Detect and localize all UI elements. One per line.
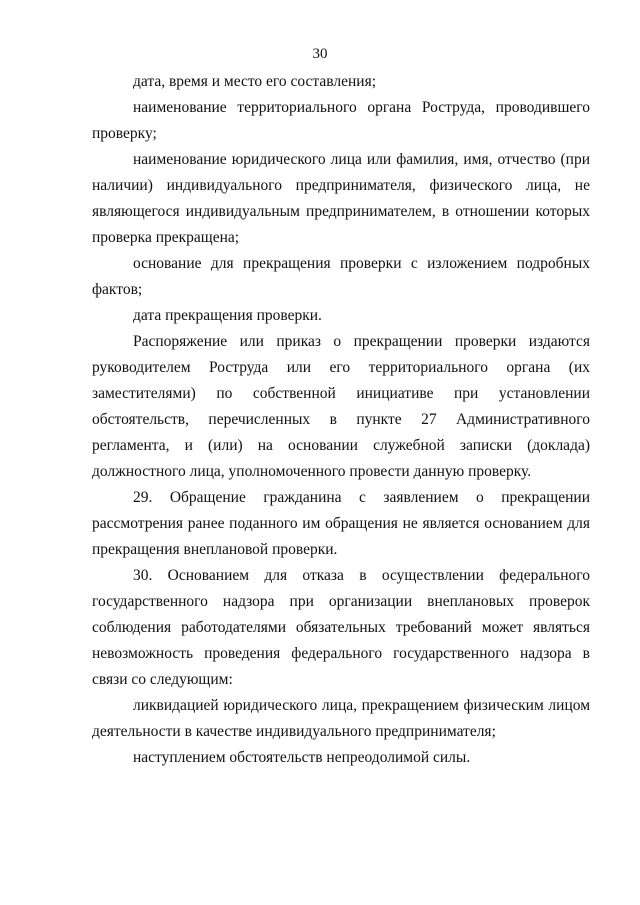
paragraph-date-time-place: дата, время и место его составления; [133,73,377,90]
paragraph-termination-grounds: основание для прекращения проверки с изложением подробных фактов; [92,255,590,298]
paragraph-order-issuance: Распоряжение или приказ о прекращении проверки издаются руководителем Роструда или его территориального органа (их заместителями) по собственной инициативе при установлении обстоятельств, перечисленных в пункте 27 Административного регламента, и (или) на основании служебной записки (доклада) должностного лица, уполномоченного провести данную проверку. [92,333,590,480]
paragraph-rostrud-body-name: наименование территориального органа Роструда, проводившего проверку; [92,99,590,142]
paragraph-termination-date: дата прекращения проверки. [133,307,322,324]
document-body [92,69,590,771]
page-number: 30 [312,46,328,62]
paragraph-item-30: 30. Основанием для отказа в осуществлении федерального государственного надзора при организации внеплановых проверок соблюдения работодателями обязательных требований может являться невозможность проведения федерального государственного надзора в связи со следующим: [92,567,590,688]
paragraph-item-29: 29. Обращение гражданина с заявлением о прекращении рассмотрения ранее поданного им обращения не является основанием для прекращения внеплановой проверки. [92,489,590,558]
paragraph-force-majeure: наступлением обстоятельств непреодолимой силы. [133,749,471,766]
paragraph-entity-name: наименование юридического лица или фамилия, имя, отчество (при наличии) индивидуального предпринимателя, физического лица, не являющегося индивидуальным предпринимателем, в отношении которых проверка прекращена; [92,151,590,246]
paragraph-liquidation: ликвидацией юридического лица, прекращением физическим лицом деятельности в качестве индивидуального предпринимателя; [92,697,590,740]
